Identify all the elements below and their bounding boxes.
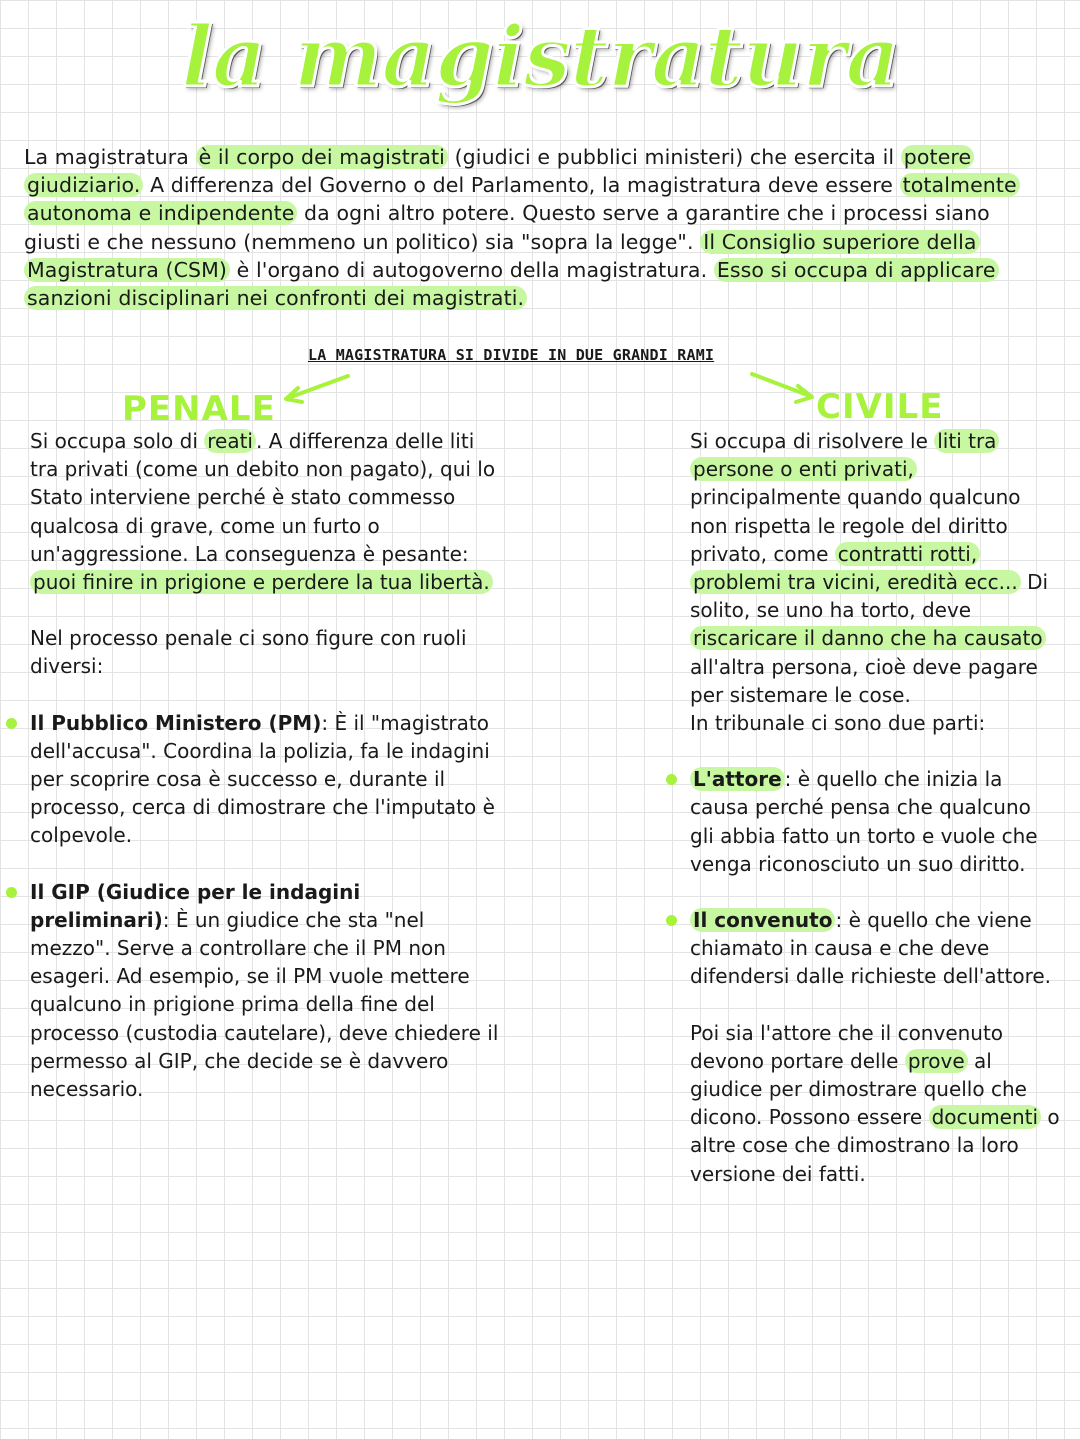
intro-text: (giudici e pubblici ministeri) che esercita il: [447, 145, 901, 169]
intro-text: è l'organo di autogoverno della magistratura.: [230, 257, 714, 282]
intro-highlight: totalmente autonoma e indipendente: [24, 173, 1020, 225]
civile-proof: [690, 1019, 1060, 1188]
right-arrow: [752, 374, 810, 396]
penale-figures-intro: Nel processo penale ci sono figure con ruoli diversi:: [30, 626, 467, 679]
highlight: prove: [905, 1049, 968, 1073]
text: al giudice per dimostrare quello che dicono. Possono essere: [690, 1048, 1027, 1130]
branches-heading: LA MAGISTRATURA SI DIVIDE IN DUE GRANDI RAMI: [308, 346, 715, 364]
intro-text: A differenza del Governo o del Parlamento, la magistratura deve essere: [143, 173, 900, 198]
right-arrow-head: [796, 386, 812, 402]
text: Di solito, se uno ha torto, deve: [690, 570, 1049, 623]
attore-item: [690, 765, 1060, 878]
pm-text: : È il "magistrato dell'accusa". Coordina la polizia, fa le indagini per scoprire cosa è successo e, durante il processo, cerca di dimostrare che l'imputato è colpevole.: [30, 710, 495, 848]
highlight: documenti: [929, 1105, 1041, 1129]
highlight: liti tra persone o enti privati,: [690, 429, 999, 481]
left-arrow-head: [286, 388, 302, 402]
text: all'altra persona, cioè deve pagare per sistemare le cose.: [690, 654, 1038, 707]
intro-text: da ogni altro potere. Questo serve a garantire che i processi siano giusti e che nessuno (nemmeno un politico) sia "sopra la legge".: [24, 201, 990, 254]
text: o altre cose che dimostrano la loro versione dei fatti.: [690, 1105, 1060, 1186]
pm-item: [30, 709, 500, 850]
text: Si occupa solo di: [30, 429, 205, 453]
pm-label: Il Pubblico Ministero (PM): [30, 710, 322, 735]
page-title: la magistratura: [181, 7, 899, 106]
intro-text: La magistratura: [24, 145, 196, 169]
intro-highlight: è il corpo dei magistrati: [196, 145, 448, 169]
convenuto-text: : è quello che viene chiamato in causa e che deve difendersi dalle richieste dell'attore.: [690, 908, 1052, 989]
highlight: puoi finire in prigione e perdere la tua libertà.: [30, 570, 493, 594]
penale-heading: PENALE: [122, 389, 276, 429]
text: . A differenza delle liti tra privati (come un debito non pagato), qui lo Stato interviene perché è stato commesso qualcosa di grave, come un furto o un'aggressione. La conseguenza è pesante:: [30, 429, 496, 566]
intro-highlight: Esso si occupa di applicare sanzioni disciplinari nei confronti dei magistrati.: [24, 258, 999, 310]
attore-label: L'attore: [690, 767, 785, 791]
penale-column: [30, 427, 500, 1103]
gip-item: [30, 878, 500, 1104]
text: Si occupa di risolvere le: [690, 429, 935, 453]
civile-intro: [690, 427, 1060, 709]
penale-intro: [30, 427, 500, 596]
civile-parties-intro: In tribunale ci sono due parti:: [690, 711, 986, 736]
convenuto-item: [690, 906, 1060, 991]
text: principalmente quando qualcuno non rispetta le regole del diritto privato, come: [690, 485, 1021, 566]
highlight: reati: [204, 429, 256, 453]
intro-highlight: Il Consiglio superiore della Magistratura (CSM): [24, 230, 980, 282]
intro-highlight: potere giudiziario.: [24, 145, 974, 197]
civile-heading: CIVILE: [816, 387, 944, 427]
civile-column: [690, 427, 1060, 1188]
gip-text: : È un giudice che sta "nel mezzo". Serve a controllare che il PM non esageri. Ad esempio, se il PM vuole mettere qualcuno in prigione prima della fine del processo (custodia cautelare), deve chiedere il permesso al GIP, che decide se è davvero necessario.: [30, 907, 499, 1102]
highlight: riscaricare il danno che ha causato: [690, 626, 1046, 650]
convenuto-label: Il convenuto: [690, 908, 835, 932]
intro-paragraph: [24, 143, 1040, 312]
attore-text: : è quello che inizia la causa perché pensa che qualcuno gli abbia fatto un torto e vuole che venga riconosciuto un suo diritto.: [690, 767, 1038, 876]
text: Poi sia l'attore che il convenuto devono portare delle: [690, 1020, 1004, 1073]
highlight: contratti rotti, problemi tra vicini, eredità ecc...: [690, 542, 1021, 594]
gip-label: Il GIP (Giudice per le indagini preliminari): [30, 879, 361, 932]
left-arrow: [288, 376, 348, 398]
